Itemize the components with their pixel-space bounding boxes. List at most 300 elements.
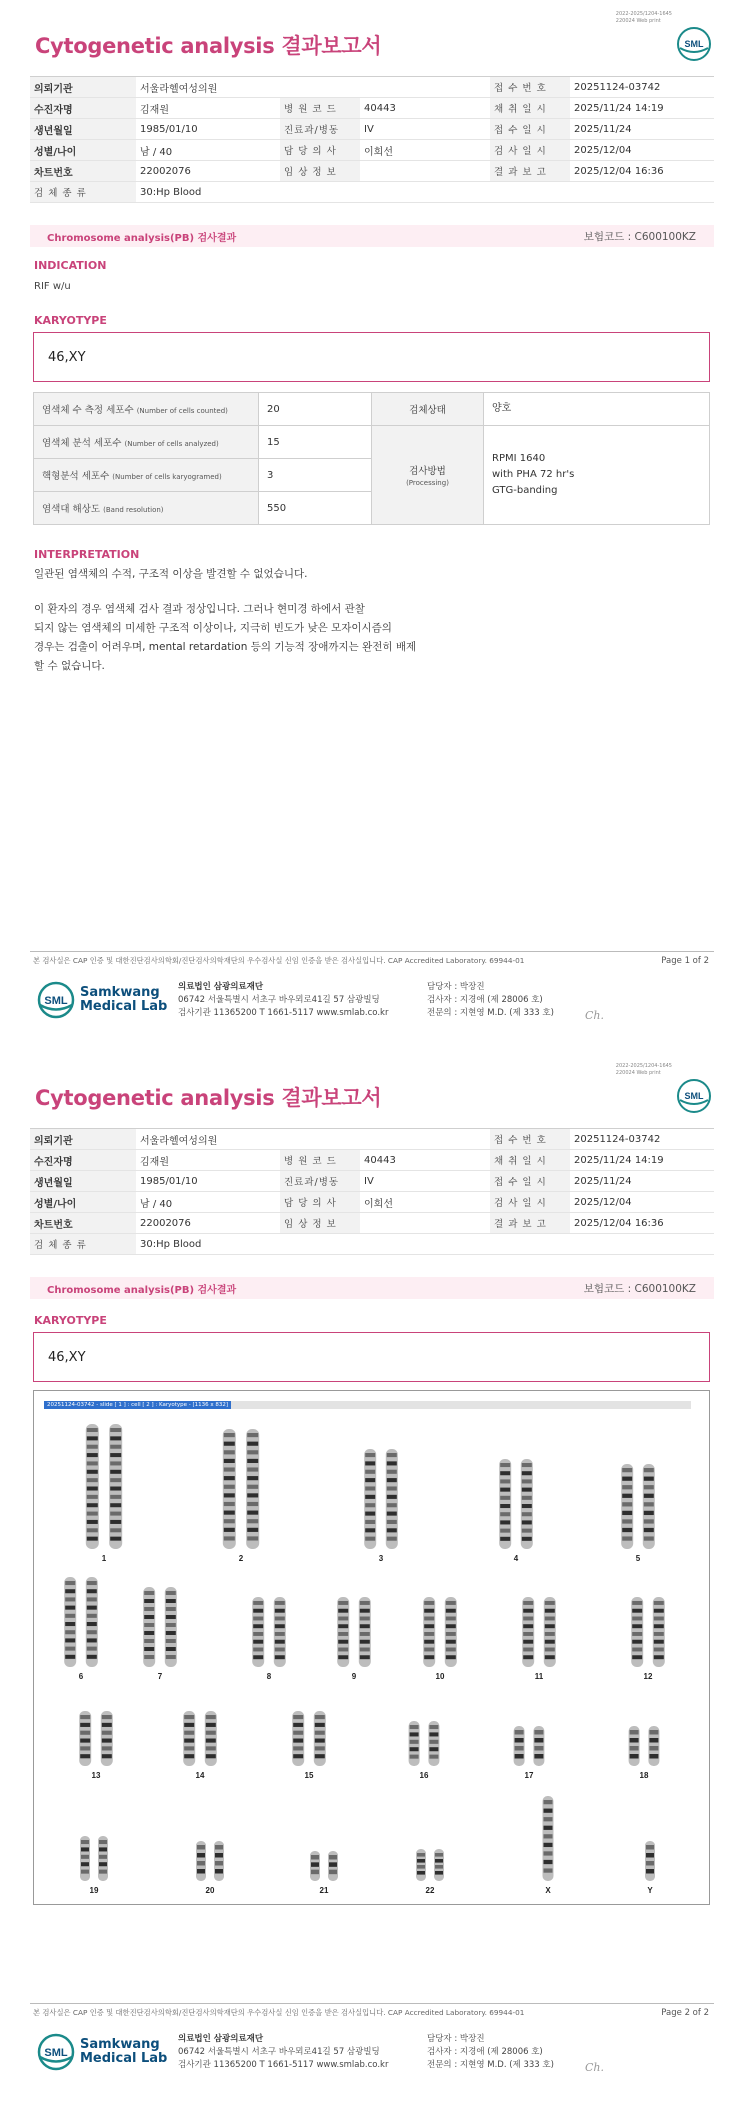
chromosome-band xyxy=(410,1740,419,1744)
info-value: 1985/01/10 xyxy=(136,119,280,140)
chromosome-band xyxy=(360,1601,370,1605)
chromosome-band xyxy=(365,1512,375,1516)
karyotype-result-box xyxy=(33,1332,710,1382)
chromosome-band xyxy=(429,1740,438,1744)
chromosome-band xyxy=(110,1428,121,1432)
chromosome-band xyxy=(360,1648,370,1652)
info-value: 20251124-03742 xyxy=(570,1129,714,1150)
chromosome-band xyxy=(253,1624,263,1628)
chromosome-band xyxy=(654,1640,664,1644)
chromosome-band xyxy=(253,1609,263,1613)
chromosome-band xyxy=(545,1655,555,1659)
chromosome-band xyxy=(87,1655,97,1659)
chromosome-pair-9 xyxy=(337,1597,371,1681)
chromosome-pair-22 xyxy=(416,1849,444,1895)
print-meta-line: 2022-2025/1204-1645 xyxy=(615,1063,672,1069)
chromosome-band xyxy=(523,1640,533,1644)
sml-logo-icon xyxy=(676,26,712,62)
info-label: 생년월일 xyxy=(30,1171,136,1192)
chromosome-band xyxy=(247,1442,258,1446)
chromosome-band xyxy=(215,1869,223,1874)
chromosome-pair-14 xyxy=(183,1711,217,1780)
svg-text:SML: SML xyxy=(44,2047,68,2059)
chromosome-band xyxy=(365,1537,375,1541)
chromosome-band xyxy=(315,1731,325,1735)
cells-karyogramed-value: 3 xyxy=(259,459,372,492)
chromosome-band xyxy=(544,1800,553,1804)
indication-text: RIF w/u xyxy=(34,281,71,292)
chromosome-band xyxy=(500,1520,510,1524)
signature: Ch. xyxy=(585,2061,604,2074)
chromosome-band xyxy=(311,1870,319,1875)
chromosome-band xyxy=(630,1754,639,1759)
method-value xyxy=(484,426,710,525)
info-label: 수진자명 xyxy=(30,98,136,119)
chromosome-band xyxy=(360,1640,370,1644)
chromosome-band xyxy=(515,1746,524,1751)
chromosome-band xyxy=(206,1723,216,1727)
info-label: 검 사 일 시 xyxy=(490,1192,570,1213)
interpretation-line: 이 환자의 경우 염색체 검사 결과 정상입니다. 그러나 현미경 하에서 관찰 xyxy=(34,603,365,615)
chromosome-band xyxy=(545,1609,555,1613)
chromosome-band xyxy=(622,1536,632,1540)
chromosome-band xyxy=(224,1476,235,1480)
chromosome-band xyxy=(87,1589,97,1593)
chromosome-band xyxy=(649,1746,658,1751)
lab-name-line: Samkwang xyxy=(80,985,160,1000)
info-label xyxy=(280,1129,360,1150)
chromosome-band xyxy=(630,1738,639,1743)
chromosome-label: 20 xyxy=(205,1886,215,1895)
sml-logo-icon xyxy=(676,1078,712,1114)
chromosome-band xyxy=(338,1617,348,1621)
chromosome-band xyxy=(387,1520,397,1524)
chromosome-band xyxy=(644,1511,654,1515)
chromosome-band xyxy=(654,1601,664,1605)
print-meta xyxy=(616,11,672,25)
report-title: Cytogenetic analysis 결과보고서 xyxy=(35,1086,382,1110)
lab-contact: 검사기관 11365200 T 1661-5117 www.smlab.co.kr xyxy=(178,1008,389,1018)
info-label: 성별/나이 xyxy=(30,1192,136,1213)
chromosome-band xyxy=(646,1853,654,1858)
chromosome-band xyxy=(99,1862,107,1866)
print-meta xyxy=(616,1063,672,1077)
chromosome-band xyxy=(644,1528,654,1532)
footer-divider xyxy=(30,951,714,952)
chromosome-band xyxy=(144,1591,154,1595)
info-label: 임 상 정 보 xyxy=(280,161,360,182)
chromosome-band xyxy=(110,1503,121,1507)
chromosome-band xyxy=(644,1477,654,1481)
chromosome-band xyxy=(522,1529,532,1533)
svg-text:SML: SML xyxy=(684,39,704,49)
info-value: 30:Hp Blood xyxy=(136,182,280,203)
interpretation-line: 되지 않는 염색체의 미세한 구조적 이상이나, 지극히 빈도가 낮은 모자이시즘의 xyxy=(34,622,392,634)
chromosome-band xyxy=(87,1614,97,1618)
chromosome-band xyxy=(646,1861,654,1866)
chromosome-pair-3 xyxy=(364,1449,398,1563)
chromosome-band xyxy=(80,1746,90,1750)
patient-info-row xyxy=(30,161,714,182)
staff-line: 검사자 : 지경애 (제 28006 호) xyxy=(427,995,543,1005)
chromosome-band xyxy=(87,1622,97,1626)
chromosome-band xyxy=(632,1655,642,1659)
info-value: IV xyxy=(360,1171,490,1192)
chromosome-band xyxy=(523,1601,533,1605)
chromosome-band xyxy=(622,1528,632,1532)
chromosome-label: 19 xyxy=(89,1886,99,1895)
info-value xyxy=(360,182,490,203)
chromosome-pair-5 xyxy=(621,1464,655,1563)
chromosome-band xyxy=(102,1731,112,1735)
chromosome-band xyxy=(102,1715,112,1719)
info-label: 병 원 코 드 xyxy=(280,1150,360,1171)
chromosome-band xyxy=(387,1503,397,1507)
chromosome-band xyxy=(87,1581,97,1585)
chromosome-band xyxy=(293,1731,303,1735)
interpretation-heading: INTERPRETATION xyxy=(34,548,140,561)
info-label: 차트번호 xyxy=(30,161,136,182)
foundation-name: 의료법인 삼광의료재단 xyxy=(178,982,264,992)
chromosome-band xyxy=(622,1485,632,1489)
chromosome-band xyxy=(500,1488,510,1492)
chromosome-band xyxy=(523,1617,533,1621)
info-label xyxy=(490,1234,570,1255)
info-label: 접 수 번 호 xyxy=(490,1129,570,1150)
info-value: 22002076 xyxy=(136,1213,280,1234)
chromosome-band xyxy=(166,1655,176,1659)
cell-stats-table xyxy=(33,392,710,525)
info-value: IV xyxy=(360,119,490,140)
chromosome-band xyxy=(646,1845,654,1850)
info-value: 40443 xyxy=(360,1150,490,1171)
chromosome-band xyxy=(87,1537,98,1541)
patient-info-row xyxy=(30,1192,714,1213)
chromosome-band xyxy=(65,1597,75,1601)
chromosome-band xyxy=(329,1862,337,1867)
chromosome-pair-16 xyxy=(409,1721,440,1780)
result-header-title: Chromosome analysis(PB) 검사결과 xyxy=(47,232,237,244)
chromosome-band xyxy=(184,1746,194,1750)
info-value xyxy=(360,1213,490,1234)
chromosome-band xyxy=(500,1537,510,1541)
svg-text:SML: SML xyxy=(684,1091,704,1101)
chromosome-label: 16 xyxy=(419,1771,429,1780)
staff-line: 전문의 : 지현영 M.D. (제 333 호) xyxy=(427,2060,554,2070)
chromosome-band xyxy=(81,1847,89,1851)
lab-name-line: Medical Lab xyxy=(80,999,168,1014)
chromosome-band xyxy=(144,1599,154,1603)
chromosome-label: 18 xyxy=(639,1771,649,1780)
chromosome-band xyxy=(275,1648,285,1652)
patient-info-row xyxy=(30,1213,714,1234)
chromosome-pair-4 xyxy=(499,1459,533,1563)
chromosome-band xyxy=(65,1581,75,1585)
info-label xyxy=(280,1234,360,1255)
info-value: 2025/12/04 16:36 xyxy=(570,1213,714,1234)
chromosome-band xyxy=(87,1495,98,1499)
chromosome-band xyxy=(446,1648,456,1652)
chromosome-band xyxy=(545,1624,555,1628)
chromosome-band xyxy=(110,1520,121,1524)
chromosome-band xyxy=(435,1853,443,1857)
info-value: 김재원 xyxy=(136,1150,280,1171)
chromosome-band xyxy=(424,1640,434,1644)
chromosome-band xyxy=(522,1512,532,1516)
info-value: 40443 xyxy=(360,98,490,119)
chromosome-band xyxy=(110,1470,121,1474)
info-value: 2025/11/24 14:19 xyxy=(570,98,714,119)
chromosome-pair-15 xyxy=(292,1711,326,1780)
print-meta-line: 220024 Web print xyxy=(615,1070,661,1076)
staff-block xyxy=(427,981,554,1020)
chromosome-band xyxy=(360,1632,370,1636)
info-label: 진료과/병동 xyxy=(280,119,360,140)
patient-info-row xyxy=(30,182,714,203)
chromosome-band xyxy=(247,1459,258,1463)
chromosome-band xyxy=(545,1601,555,1605)
chromosome-band xyxy=(253,1655,263,1659)
info-value: 남 / 40 xyxy=(136,1192,280,1213)
chromosome-band xyxy=(215,1845,223,1850)
chromosome-label: 9 xyxy=(351,1672,357,1681)
chromosome-band xyxy=(215,1853,223,1858)
chromosome-band xyxy=(500,1496,510,1500)
chromosome-band xyxy=(522,1463,532,1467)
chromosome-band xyxy=(247,1502,258,1506)
chromosome-band xyxy=(654,1648,664,1652)
chromosome-band xyxy=(224,1511,235,1515)
chromosome-band xyxy=(329,1855,337,1860)
info-label: 임 상 정 보 xyxy=(280,1213,360,1234)
chromosome-band xyxy=(224,1528,235,1532)
chromosome-band xyxy=(387,1495,397,1499)
chromosome-band xyxy=(99,1870,107,1874)
chromosome-band xyxy=(247,1467,258,1471)
chromosome-band xyxy=(87,1461,98,1465)
chromosome-pair-12 xyxy=(631,1597,665,1681)
chromosome-band xyxy=(166,1647,176,1651)
chromosome-band xyxy=(81,1840,89,1844)
chromosome-band xyxy=(365,1478,375,1482)
chromosome-band xyxy=(365,1520,375,1524)
chromosome-band xyxy=(338,1640,348,1644)
info-label: 접 수 번 호 xyxy=(490,77,570,98)
chromosome-band xyxy=(87,1606,97,1610)
patient-info-row xyxy=(30,77,714,98)
chromosome-band xyxy=(80,1754,90,1758)
chromosome-band xyxy=(545,1632,555,1636)
chromosome-band xyxy=(102,1746,112,1750)
chromosome-pair-19 xyxy=(80,1836,108,1895)
chromosome-label: 2 xyxy=(238,1554,244,1563)
chromosome-band xyxy=(166,1623,176,1627)
chromosome-label: 10 xyxy=(435,1672,445,1681)
chromosome-band xyxy=(515,1754,524,1759)
chromosome-band xyxy=(515,1730,524,1735)
chromosome-band xyxy=(275,1640,285,1644)
chromosome-band xyxy=(632,1640,642,1644)
chromosome-band xyxy=(224,1502,235,1506)
chromosome-band xyxy=(424,1655,434,1659)
chromosome-band xyxy=(360,1655,370,1659)
chromosome-band xyxy=(247,1511,258,1515)
info-value: 이희선 xyxy=(360,1192,490,1213)
chromosome-band xyxy=(622,1511,632,1515)
chromosome-band xyxy=(87,1520,98,1524)
chromosome-band xyxy=(65,1655,75,1659)
chromosome-band xyxy=(424,1632,434,1636)
info-value: 30:Hp Blood xyxy=(136,1234,280,1255)
info-value xyxy=(360,77,490,98)
chromosome-band xyxy=(99,1847,107,1851)
chromosome-band xyxy=(649,1754,658,1759)
insurance-code: 보험코드 : C600100KZ xyxy=(583,230,696,243)
chromosome-band xyxy=(184,1715,194,1719)
chromosome-band xyxy=(144,1607,154,1611)
chromosome-band xyxy=(65,1638,75,1642)
chromosome-band xyxy=(360,1617,370,1621)
karyotype-heading: KARYOTYPE xyxy=(34,314,107,327)
chromosome-band xyxy=(197,1853,205,1858)
patient-info-row xyxy=(30,119,714,140)
chromosome-band xyxy=(206,1739,216,1743)
info-label: 진료과/병동 xyxy=(280,1171,360,1192)
chromosome-band xyxy=(65,1614,75,1618)
chromosome-label: Y xyxy=(647,1886,653,1895)
chromosome-band xyxy=(110,1445,121,1449)
chromosome-band xyxy=(523,1655,533,1659)
chromosome-band xyxy=(87,1528,98,1532)
chromosome-band xyxy=(144,1639,154,1643)
chromosome-band xyxy=(166,1599,176,1603)
cells-analyzed-label: 염색체 분석 세포수 (Number of cells analyzed) xyxy=(34,426,259,459)
info-value: 이희선 xyxy=(360,140,490,161)
chromosome-band xyxy=(87,1597,97,1601)
chromosome-band xyxy=(365,1486,375,1490)
chromosome-band xyxy=(87,1512,98,1516)
chromosome-band xyxy=(435,1871,443,1875)
chromosome-band xyxy=(424,1617,434,1621)
chromosome-band xyxy=(630,1746,639,1751)
chromosome-band xyxy=(410,1755,419,1759)
info-label: 수진자명 xyxy=(30,1150,136,1171)
chromosome-label: 4 xyxy=(513,1554,519,1563)
chromosome-band xyxy=(275,1655,285,1659)
chromosome-band xyxy=(429,1755,438,1759)
cells-counted-label: 염색체 수 측정 세포수 (Number of cells counted) xyxy=(34,393,259,426)
chromosome-band xyxy=(544,1834,553,1838)
cells-analyzed-value: 15 xyxy=(259,426,372,459)
chromosome-band xyxy=(144,1623,154,1627)
chromosome-label: 15 xyxy=(304,1771,314,1780)
chromosome-band xyxy=(247,1493,258,1497)
chromosome-band xyxy=(500,1529,510,1533)
chromosome-band xyxy=(387,1470,397,1474)
chromosome-band xyxy=(446,1655,456,1659)
lab-address: 06742 서울특별시 서초구 바우뫼로41길 57 삼광빌딩 xyxy=(178,2047,380,2057)
chromosome-label: 13 xyxy=(91,1771,101,1780)
result-header-bar xyxy=(30,1277,714,1299)
chromosome-band xyxy=(534,1738,543,1743)
chromosome-band xyxy=(417,1859,425,1863)
chromosome-label: 5 xyxy=(635,1554,641,1563)
chromosome-pair-21 xyxy=(310,1851,338,1895)
chromosome-band xyxy=(65,1622,75,1626)
chromosome-band xyxy=(275,1624,285,1628)
sml-emblem-icon xyxy=(36,980,76,1020)
chromosome-band xyxy=(544,1817,553,1821)
chromosome-band xyxy=(110,1487,121,1491)
chromosome-band xyxy=(534,1730,543,1735)
chromosome-band xyxy=(184,1723,194,1727)
info-label: 채 취 일 시 xyxy=(490,1150,570,1171)
chromosome-band xyxy=(522,1504,532,1508)
chromosome-band xyxy=(534,1754,543,1759)
info-value xyxy=(360,1234,490,1255)
chromosome-band xyxy=(80,1739,90,1743)
chromosome-band xyxy=(224,1459,235,1463)
chromosome-band xyxy=(649,1730,658,1735)
chromosome-pair-8 xyxy=(252,1597,286,1681)
chromosome-band xyxy=(387,1453,397,1457)
info-label: 검 체 종 류 xyxy=(30,182,136,203)
chromosome-band xyxy=(522,1471,532,1475)
patient-info-row xyxy=(30,1171,714,1192)
accreditation-note: 본 검사실은 CAP 인증 및 대한진단검사의학회/진단검사의학재단의 우수검사실 신임 인증을 받은 검사실입니다. CAP Accredited Laboratory. 69944-01 xyxy=(33,2008,525,2017)
chromosome-pair-10 xyxy=(423,1597,457,1681)
chromosome-band xyxy=(110,1436,121,1440)
chromosome-band xyxy=(534,1746,543,1751)
chromosome-band xyxy=(387,1461,397,1465)
chromosome-band xyxy=(184,1754,194,1758)
chromosome-band xyxy=(446,1640,456,1644)
patient-info-row xyxy=(30,1129,714,1150)
chromosome-band xyxy=(387,1537,397,1541)
chromosome-band xyxy=(144,1631,154,1635)
chromosome-band xyxy=(632,1624,642,1628)
chromosome-band xyxy=(632,1609,642,1613)
chromosome-band xyxy=(315,1746,325,1750)
info-value: 김재원 xyxy=(136,98,280,119)
chromosome-band xyxy=(523,1609,533,1613)
chromosome-band xyxy=(523,1632,533,1636)
karyogram-chromosomes xyxy=(34,1391,710,1905)
chromosome-band xyxy=(654,1632,664,1636)
chromosome-band xyxy=(654,1655,664,1659)
info-label: 의뢰기관 xyxy=(30,1129,136,1150)
patient-info-row xyxy=(30,98,714,119)
chromosome-band xyxy=(87,1453,98,1457)
lab-address: 06742 서울특별시 서초구 바우뫼로41길 57 삼광빌딩 xyxy=(178,995,380,1005)
chromosome-band xyxy=(429,1732,438,1736)
chromosome-band xyxy=(315,1754,325,1758)
indication-heading: INDICATION xyxy=(34,259,107,272)
chromosome-band xyxy=(387,1478,397,1482)
info-label xyxy=(280,182,360,203)
chromosome-band xyxy=(215,1861,223,1866)
chromosome-band xyxy=(102,1723,112,1727)
chromosome-band xyxy=(387,1486,397,1490)
chromosome-band xyxy=(81,1862,89,1866)
chromosome-pair-X xyxy=(543,1796,554,1895)
info-label: 성별/나이 xyxy=(30,140,136,161)
karyotype-heading: KARYOTYPE xyxy=(34,1314,107,1327)
chromosome-band xyxy=(387,1528,397,1532)
chromosome-band xyxy=(224,1485,235,1489)
chromosome-band xyxy=(365,1528,375,1532)
chromosome-label: 1 xyxy=(101,1554,107,1563)
